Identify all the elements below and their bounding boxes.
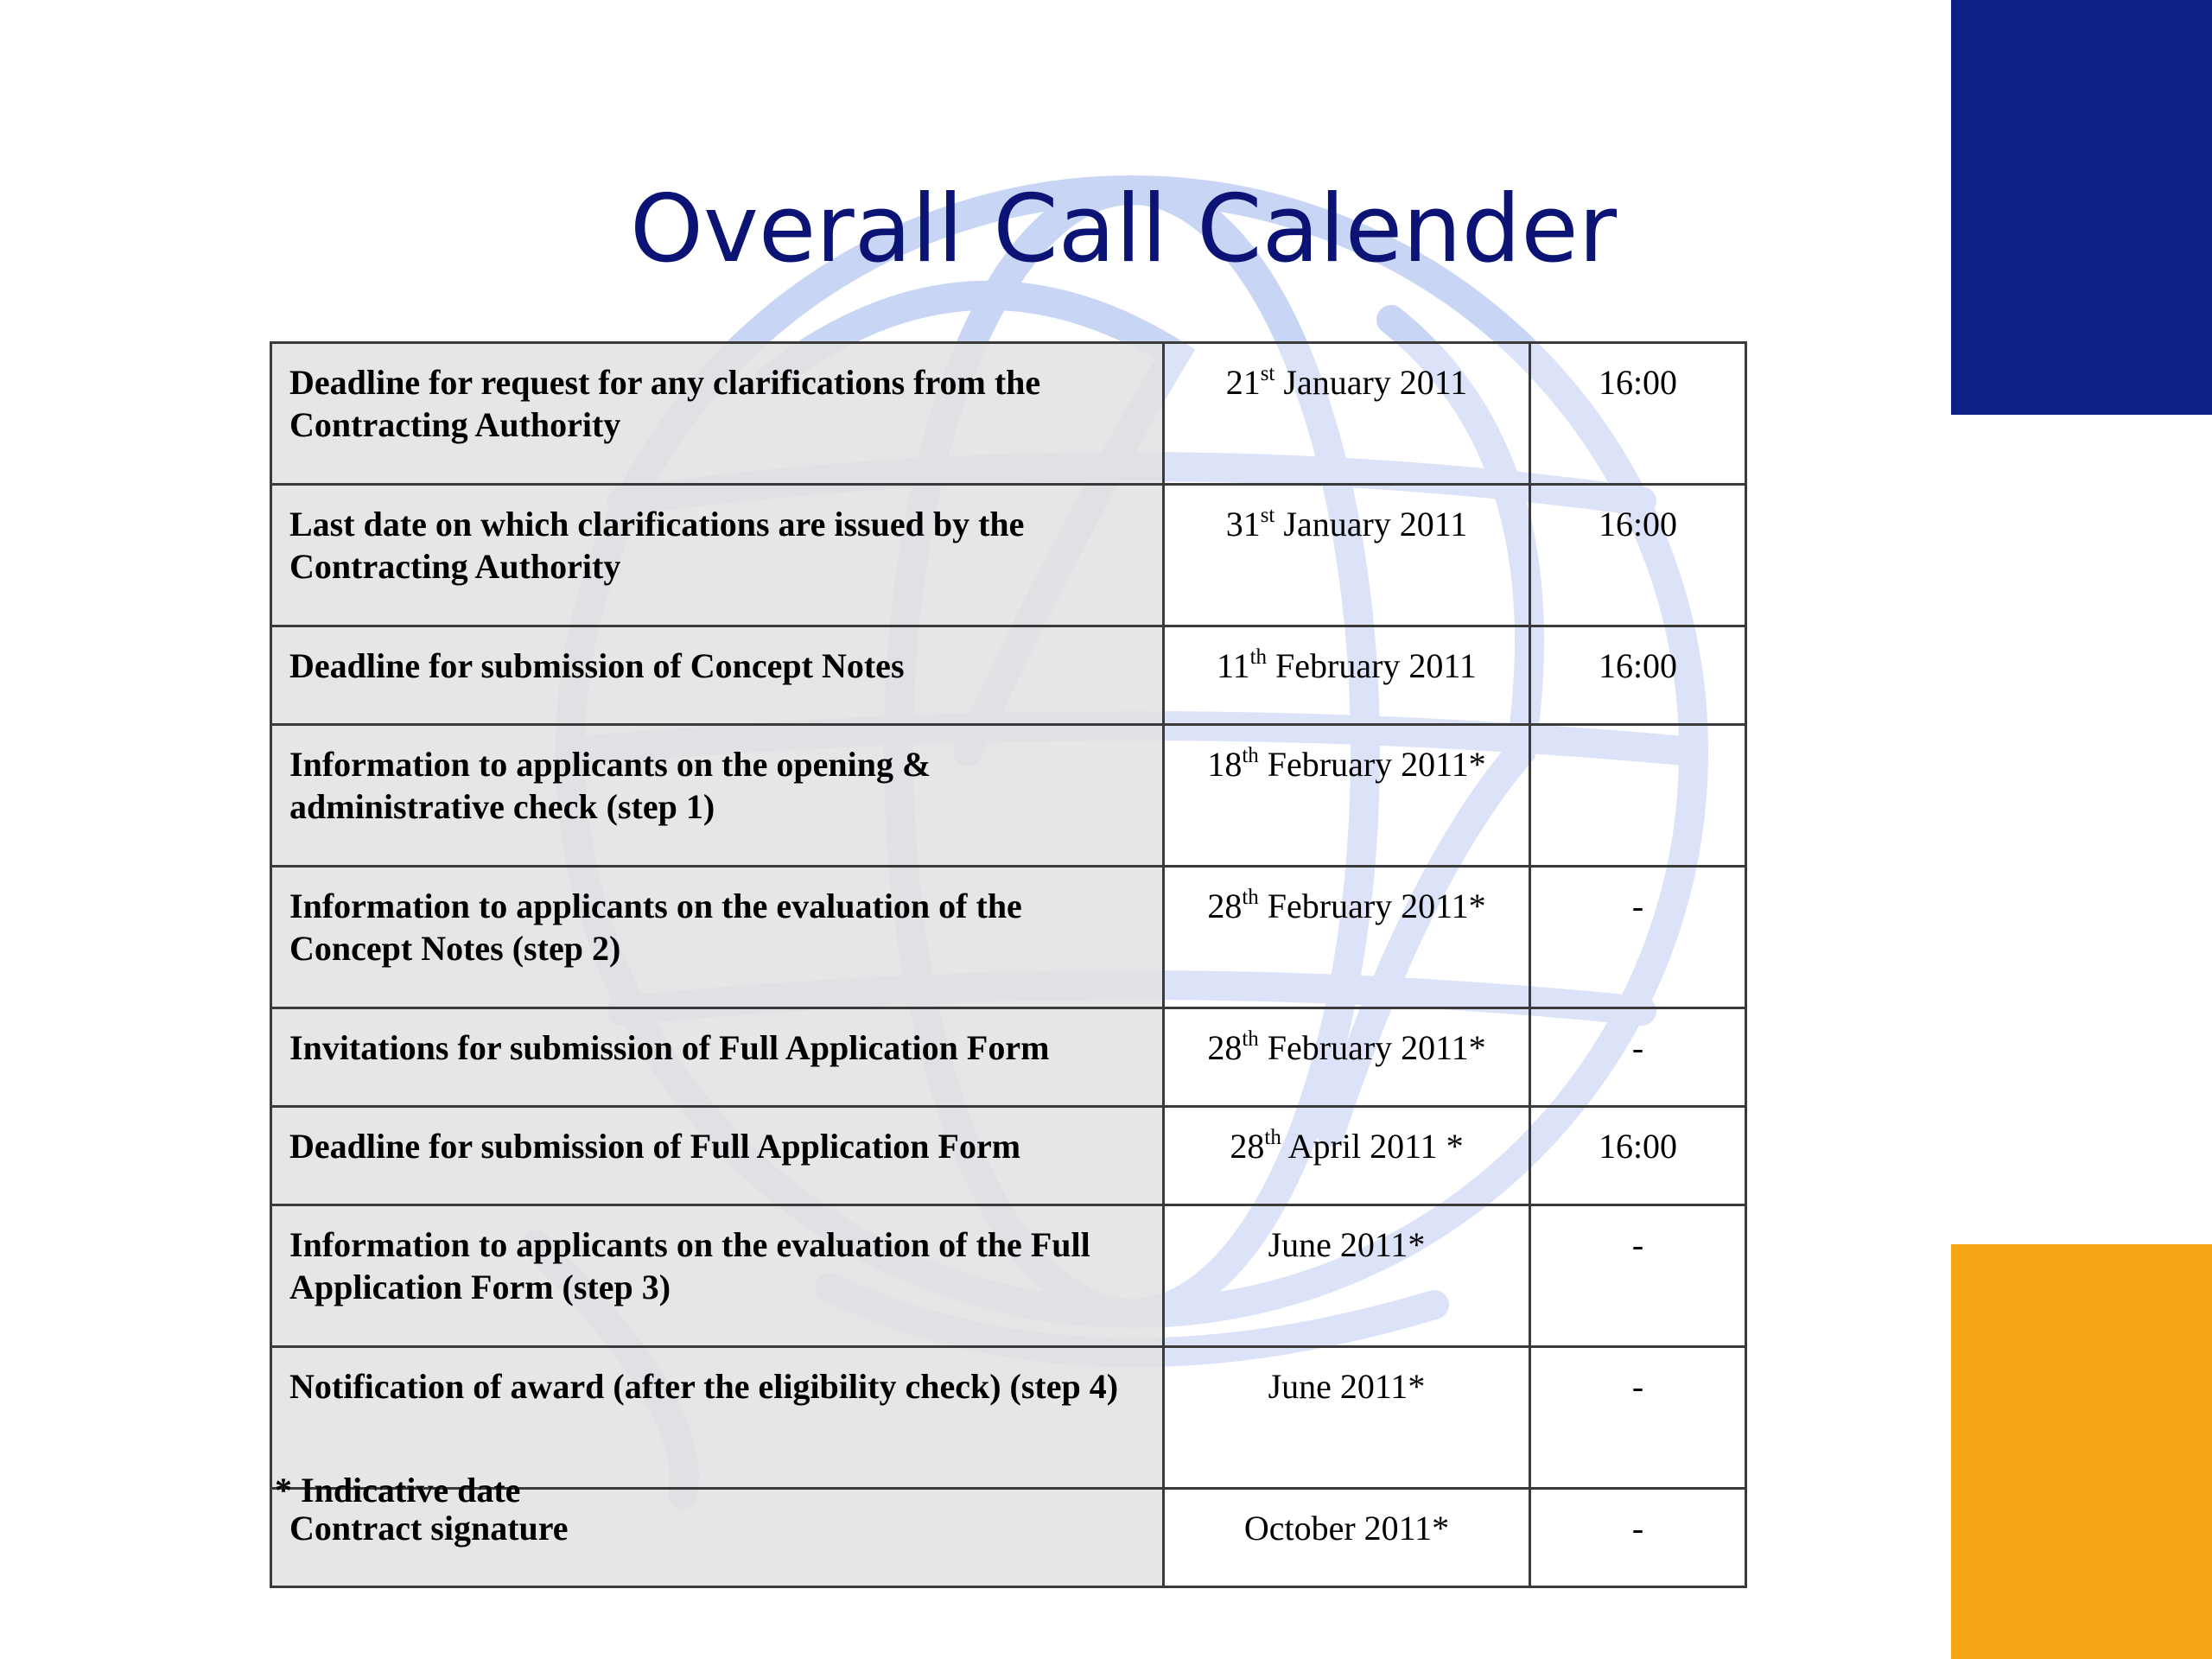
date-day: 11 [1217, 646, 1250, 685]
table-row [271, 867, 1746, 1008]
time-cell: - [1530, 1205, 1746, 1347]
time-cell: - [1530, 1489, 1746, 1587]
date-cell [1164, 725, 1530, 867]
date-day: 21 [1225, 363, 1261, 402]
indicative-date-footnote: * Indicative date [275, 1471, 521, 1510]
table-row [271, 1205, 1746, 1347]
event-cell: Information to applicants on the evaluation of the Full Application Form (step 3) [271, 1205, 1164, 1347]
date-month-year: October 2011* [1243, 1509, 1450, 1548]
date-day: 18 [1207, 745, 1243, 784]
date-cell [1164, 343, 1530, 485]
date-ordinal-suffix: th [1242, 1027, 1259, 1051]
time-cell: 16:00 [1530, 1107, 1746, 1205]
date-cell [1164, 1107, 1530, 1205]
event-cell: Notification of award (after the eligibility check) (step 4) [271, 1347, 1164, 1489]
time-cell [1530, 725, 1746, 867]
date-cell [1164, 626, 1530, 725]
date-month-year: April 2011 * [1281, 1127, 1464, 1166]
table-row [271, 1008, 1746, 1107]
event-cell: Last date on which clarifications are issued by the Contracting Authority [271, 485, 1164, 626]
event-cell: Information to applicants on the opening & administrative check (step 1) [271, 725, 1164, 867]
table-row [271, 1107, 1746, 1205]
date-month-year: February 2011* [1258, 745, 1486, 784]
time-cell: - [1530, 1347, 1746, 1489]
date-month-year: June 2011* [1268, 1367, 1426, 1406]
date-cell [1164, 1205, 1530, 1347]
date-day: 28 [1207, 1028, 1243, 1067]
date-ordinal-suffix: st [1260, 504, 1275, 527]
date-day: 28 [1207, 887, 1243, 925]
date-month-year: February 2011* [1258, 887, 1486, 925]
slide-title: Overall Call Calender [629, 175, 1618, 283]
table-row [271, 626, 1746, 725]
event-cell: Contract signature [271, 1489, 1164, 1587]
date-day: 31 [1225, 505, 1261, 543]
time-cell: 16:00 [1530, 343, 1746, 485]
date-month-year: June 2011* [1268, 1225, 1426, 1264]
event-cell: Deadline for submission of Concept Notes [271, 626, 1164, 725]
date-ordinal-suffix: th [1242, 744, 1259, 767]
date-ordinal-suffix: th [1264, 1126, 1281, 1149]
table-row [271, 343, 1746, 485]
call-calendar-table [270, 341, 1747, 1588]
table-row [271, 485, 1746, 626]
call-calendar-body [271, 343, 1746, 1587]
date-cell [1164, 1489, 1530, 1587]
date-month-year: February 2011 [1267, 646, 1477, 685]
event-cell: Deadline for request for any clarifications from the Contracting Authority [271, 343, 1164, 485]
time-cell: - [1530, 867, 1746, 1008]
date-cell [1164, 485, 1530, 626]
event-cell: Deadline for submission of Full Application Form [271, 1107, 1164, 1205]
event-cell: Information to applicants on the evaluation of the Concept Notes (step 2) [271, 867, 1164, 1008]
date-cell [1164, 1008, 1530, 1107]
date-cell [1164, 867, 1530, 1008]
date-month-year: January 2011 [1274, 505, 1468, 543]
date-cell [1164, 1347, 1530, 1489]
time-cell: 16:00 [1530, 485, 1746, 626]
date-month-year: February 2011* [1258, 1028, 1486, 1067]
event-cell: Invitations for submission of Full Application Form [271, 1008, 1164, 1107]
date-month-year: January 2011 [1274, 363, 1468, 402]
date-day: 28 [1230, 1127, 1265, 1166]
table-row [271, 1347, 1746, 1489]
time-cell: 16:00 [1530, 626, 1746, 725]
table-row [271, 725, 1746, 867]
time-cell: - [1530, 1008, 1746, 1107]
date-ordinal-suffix: th [1249, 645, 1268, 669]
date-ordinal-suffix: th [1242, 886, 1259, 909]
date-ordinal-suffix: st [1260, 362, 1275, 385]
accent-block-bottom [1951, 1244, 2212, 1659]
